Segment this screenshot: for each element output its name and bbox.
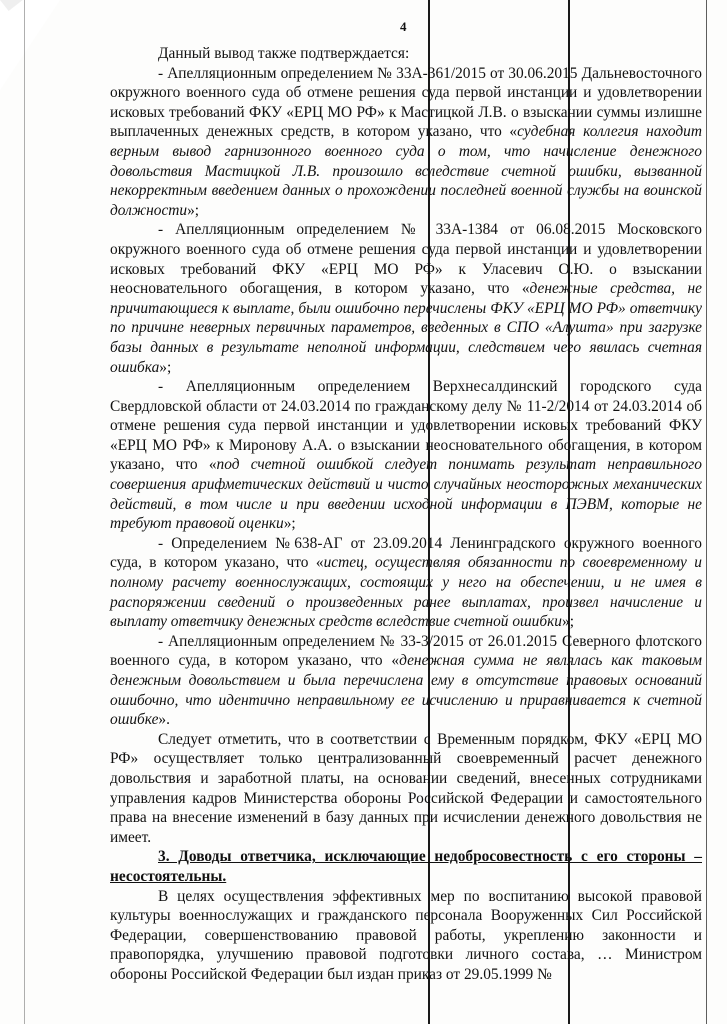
text-run: - Апелляционным определением № 33-3/2015 от 26.01.2015 Северного флотского военного суда, в котором указано, что « xyxy=(110,632,702,670)
quoted-text: под счетной ошибкой следует понимать результат неправильного совершения арифметических действий и чисто случайных неосторожных механических действий, в том числе и при введении исходной информации в ПЭВМ, которые не требуют правовой оценки xyxy=(110,456,702,533)
text-run: »; xyxy=(187,201,200,219)
text-run: - Определением №638-АГ от 23.09.2014 Ленинградского окружного военного суда, в котором указано, что « xyxy=(110,534,702,572)
text-run: Следует отметить, что в соответствии с Временным порядком, ФКУ «ЕРЦ МО РФ» осуществляет только централизованный своевременный расчет денежного довольствия и заработной платы, на основании сведений, внесенных сотрудниками управления кадров Министерства обороны Российской Федерации и самостоятельного права на внесение изменений в базу данных при исчислении денежного довольствия не имеет. xyxy=(110,730,702,846)
text-run: - Апелляционным определением Верхнесалдинский городского суда Свердловской области от 24.03.2014 по гражданскому делу № 11-2/2014 от 24.03.2014 об отмене решения суда первой инстанции и удовлетворении исковых требований ФКУ «ЕРЦ МО РФ» к Миронову А.А. о взыскании неосновательного обогащения, в котором указано, что « xyxy=(110,378,702,474)
text-run: ». xyxy=(158,711,170,729)
section-heading xyxy=(110,847,702,886)
paragraph xyxy=(110,377,702,534)
text-run: »; xyxy=(159,358,172,376)
paragraph xyxy=(110,887,702,985)
quoted-text: денежные средства, не причитающиеся к выплате, были ошибочно перечислены ФКУ «ЕРЦ МО РФ» ответчику по причине неверных первичных параметров, введенных в СПО «Алушта» при загрузке базы данных в результате неполной информации, следствием чего явилась счетная ошибка xyxy=(110,280,702,376)
heading-text: 3. Доводы ответчика, исключающие недобросовестность с его стороны – несостоятельны. xyxy=(110,848,702,885)
text-run: »; xyxy=(283,515,296,533)
text-run: Данный вывод также подтверждается: xyxy=(158,45,410,62)
quoted-text: истец, осуществляя обязанности по своевременному и полному расчету военнослужащих, состоящих у него на обеспечении, и не имея в распоряжении сведений о произведенных ранее выплатах, произвел начисление и выплату ответчику денежных средств вследствие счетной ошибки xyxy=(110,554,702,631)
text-run: - Апелляционным определением № 33А-1384 от 06.08.2015 Московского окружного военного суда об отмене решения суда первой инстанции и удовлетворении исковых требований ФКУ «ЕРЦ МО РФ» к Уласевич О.Ю. о взыскании неосновательного обогащения, в котором указано, что « xyxy=(110,221,702,298)
page-number: 4 xyxy=(400,19,407,34)
quoted-text: денежная сумма не являлась как таковым денежным довольствием и была перечислена ему в отсутствие правовых оснований ошибочно, что идентично неправильному ее исчислению и приравнивается к счетной ошибке xyxy=(110,652,702,729)
paragraph xyxy=(110,534,702,632)
document-body xyxy=(110,44,702,985)
scan-artifact-line xyxy=(24,0,25,1024)
text-run: - Апелляционным определением № 33А-361/2015 от 30.06.2015 Дальневосточного окружного военного суда об отмене решения суда первой инстанции и удовлетворении исковых требований ФКУ «ЕРЦ МО РФ» к Мастицкой Л.В. о взыскании суммы излишне выплаченных денежных средств, в котором указано, что « xyxy=(110,64,702,141)
text-run: »; xyxy=(562,613,574,631)
paragraph xyxy=(110,64,702,221)
paragraph xyxy=(110,730,702,848)
paragraph xyxy=(110,44,702,64)
text-run: В целях осуществления эффективных мер по воспитанию высокой правовой культуры военнослужащих и гражданского персонала Вооруженных Сил Российской Федерации, совершенствованию правовой работы, укреплению законности и правопорядка, улучшению правовой подготовки личного состава, … Министром обороны Российской Федерации был издан приказ от 29.05.1999 № xyxy=(110,887,702,983)
scan-artifact-line xyxy=(706,0,707,1024)
folded-corner xyxy=(0,0,60,90)
paragraph xyxy=(110,220,702,377)
quoted-text: судебная коллегия находит верным вывод гарнизонного военного суда о том, что начисление денежного довольствия Мастицкой Л.В. произошло вследствие счетной ошибки, вызванной некорректным введением данных о прохождении последней военной службы на воинской должности xyxy=(110,123,702,219)
paragraph xyxy=(110,632,702,730)
